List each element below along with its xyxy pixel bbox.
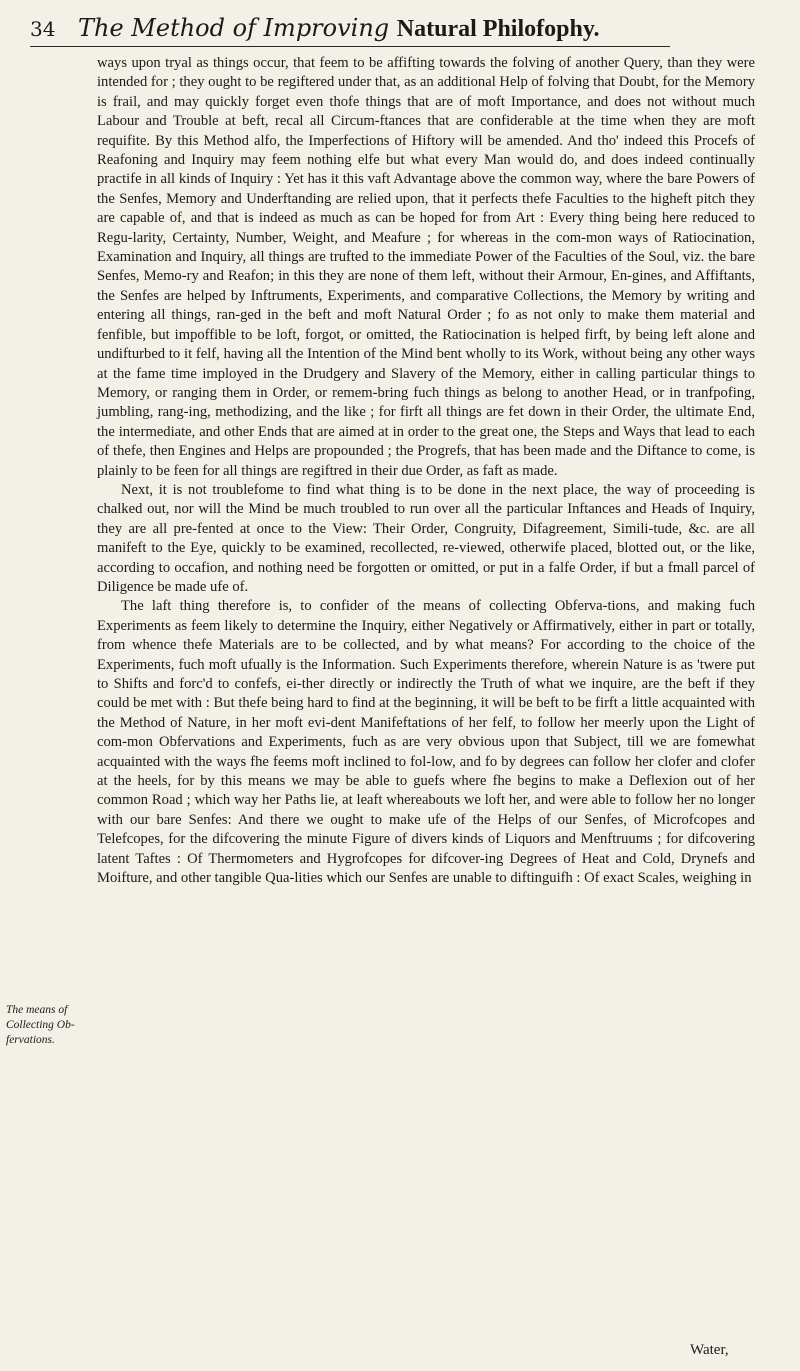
page-number: 34 [30, 17, 56, 41]
paragraph: The laft thing therefore is, to confider of the means of collecting Obferva-tions, and making fuch Experiments as feem likely to determine the Inquiry, either Negatively or Affirmatively, either in part or totally, from whence thefe Materials are to be collected, and by what means? For according to the choice of the Experiments, fuch moft ufually is the Information. Such Experiments therefore, wherein Nature is as 'twere put to Shifts and forc'd to confefs, ei-ther directly or indirectly the Truth of what we inquire, are the beft if they could be met with : But thefe being hard to find at the beginning, it will be beft to be firft a little acquainted with the Method of Nature, in her moft evi-dent Manifeftations of her felf, to follow her meerly upon the Light of com-mon Obfervations and Experiments, fuch as are very obvious upon that Subject, till we are fomewhat acquainted with the ways fhe feems moft inclined to fol-low, and fo by degrees can follow her clofer and clofer at the heels, for by this means we may be able to guefs where fhe begins to make a Deflexion out of her common Road ; which way her Paths lie, at leaft whereabouts we loft her, and were able to follow her no longer with our bare Senfes: And there we ought to make ufe of the Helps of our Senfes, of Microfcopes and Telefcopes, for the difcovering the minute Figure of divers kinds of Liquors and Menftruums ; for difcovering latent Taftes : Of Thermometers and Hygrofcopes for difcover-ing Degrees of Heat and Cold, Drynefs and Moifture, and other tangible Qua-lities which our Senfes are unable to diftinguifh : Of exact Scales, weighing in [97, 598, 755, 887]
running-title-roman: Natural Philofophy. [396, 16, 600, 42]
running-title-italic: The Method of Improving [78, 14, 390, 42]
running-header [30, 14, 670, 47]
body-text [97, 54, 755, 888]
catchword: Water, [690, 1342, 729, 1358]
paragraph: ways upon tryal as things occur, that feem to be affifting towards the folving of another Query, than they were intended for ; they ought to be regiftered under that, as an additional Help of folving that Doubt, for the Memory is frail, and may quickly forget even thofe things that are of moft Importance, and does not without much Labour and Trouble at beft, recal all Circum-ftances that are confiderable at the time when they are moft requifite. By this Method alfo, the Imperfections of Hiftory will be amended. And tho' indeed this Procefs of Reafoning and Inquiry may feem nothing elfe but what every Man would do, and does indeed continually practife in all kinds of Inquiry : Yet has it this vaft Advantage above the common way, where the bare Powers of the Senfes, Memory and Underftanding are relied upon, that it perfects thefe Faculties to the higheft pitch they are capable of, and that is indeed as much as can be hoped for from Art : Every thing being here reduced to Regu-larity, Certainty, Number, Weight, and Meafure ; for whereas in the com-mon ways of Ratiocination, Examination and Inquiry, all things are trufted to the immediate Power of the Faculties of the Soul, viz. the bare Senfes, Memo-ry and Reafon; in this they are none of them left, without their Armour, En-gines, and Affiftants, the Senfes are helped by Inftruments, Experiments, and comparative Collections, the Memory by writing and entering all things, ran-ged in the beft and moft Natural Order ; fo as not only to make them material and fenfible, but impoffible to be loft, forgot, or omitted, the Ratiocination is helped firft, by being left alone and undifturbed to it felf, having all the Intention of the Mind bent wholly to its Work, without being any other ways at the fame time imployed in the Drudgery and Slavery of the Memory, either in calling particular things to Memory, or ranging them in Order, or remem-bring fuch things as belong to another Head, or in tranfpofing, jumbling, rang-ing, methodizing, and the like ; for firft all things are fet down in their Order, the ultimate End, the intermediate, and other Ends that are aimed at in order to the great one, the Steps and Ways that lead to each of thefe, then Engines and Helps are propounded ; the Progrefs, that has been made and the Diftance to come, is plainly to be feen for all things are regiftred in their due Order, as faft as made. [97, 55, 755, 479]
running-title [78, 14, 600, 43]
margin-note: The means of Collecting Ob-fervations. [6, 1004, 75, 1046]
paragraph: Next, it is not troublefome to find what thing is to be done in the next place, the way of proceeding is chalked out, nor will the Mind be much troubled to run over all the particular Inftances and Heads of Inquiry, they are all pre-fented at once to the View: Their Order, Congruity, Difagreement, Simili-tude, &c. are all manifeft to the Eye, quickly to be examined, recollected, re-viewed, otherwife placed, blotted out, or the like, according to occafion, and nothing need be forgotten or omitted, or put in a falfe Order, if but a fmall parcel of Diligence be made ufe of. [97, 481, 755, 595]
